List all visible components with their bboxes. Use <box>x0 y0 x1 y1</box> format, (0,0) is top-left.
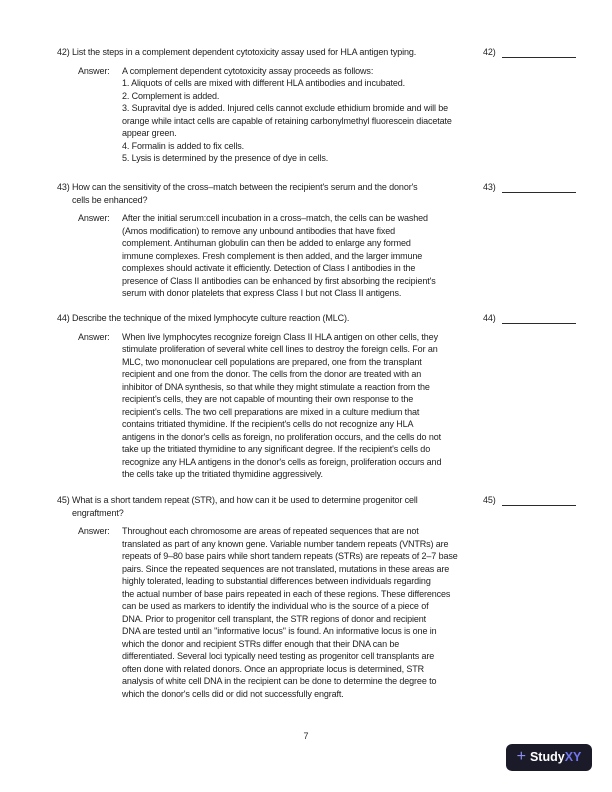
answer-blank-line[interactable] <box>502 181 576 193</box>
answer-line: 1. Aliquots of cells are mixed with different HLA antibodies and incubated. <box>122 78 406 88</box>
question-number: 43) <box>57 182 70 192</box>
answer-line: 4. Formalin is added to fix cells. <box>122 140 244 151</box>
answer-line: complement. Antihuman globulin can then be added to enlarge any formed <box>122 238 411 248</box>
plus-icon: + <box>516 747 526 765</box>
answer-label: Answer: <box>78 526 110 536</box>
answer-line: inhibitor of DNA synthesis, so that while they might stimulate a reaction from the <box>122 381 430 392</box>
answer-line: Throughout each chromosome are areas of repeated sequences that are not <box>122 526 419 536</box>
question-number: 44) <box>57 313 70 323</box>
question-block-44 <box>0 312 612 481</box>
question-text: How can the sensitivity of the cross–match between the recipient's serum and the donor's <box>72 182 418 192</box>
answer-line: 3. Supravital dye is added. Injured cells cannot exclude ethidium bromide and will be <box>122 103 448 113</box>
brand-name-accent: XY <box>564 750 582 765</box>
answer-line: serum with donor platelets that express Class I but not Class II antigens. <box>122 288 402 298</box>
answer-blank-45 <box>483 494 576 507</box>
question-text: What is a short tandem repeat (STR), and how can it be used to determine progenitor cell <box>72 495 418 505</box>
answer-section <box>0 525 612 700</box>
question-line <box>0 181 612 194</box>
answer-line: After the initial serum:cell incubation in a cross–match, the cells can be washed <box>122 213 428 223</box>
answer-label: Answer: <box>78 331 110 342</box>
answer-line: often done with related donors. Once an appropriate locus is determined, STR <box>122 663 425 674</box>
answer-line: recipient and one from the donor. The cells from the donor are treated with an <box>122 369 422 379</box>
question-block-42 <box>0 46 612 165</box>
answer-blank-number: 44) <box>483 313 496 323</box>
answer-line: the cells take up the tritiated thymidine aggressively. <box>122 469 323 479</box>
page-number: 7 <box>303 731 309 741</box>
answer-body <box>122 65 482 165</box>
answer-line: which the donor and recipient STRs differ enough that their DNA can be <box>122 638 400 649</box>
answer-section <box>0 331 612 481</box>
answer-line: immune complexes. Fresh complement is then added, and the larger immune <box>122 250 423 261</box>
answer-line: contains tritiated thymidine. If the recipient's cells do not recognize any HLA <box>122 419 414 429</box>
answer-line: DNA are tested until an "informative locus" is found. An informative locus is one in <box>122 626 437 636</box>
question-line <box>0 494 612 507</box>
answer-blank-line[interactable] <box>502 46 576 58</box>
answer-line: repeats of 9–80 base pairs while short tandem repeats (STRs) are repeats of 2–7 base <box>122 551 458 561</box>
answer-line: appear green. <box>122 128 177 138</box>
answer-blank-42 <box>483 46 576 59</box>
answer-line: differentiated. Several loci typically need testing as progenitor cell transplants are <box>122 651 435 661</box>
question-number: 45) <box>57 495 70 505</box>
answer-line: which the donor's cells did or did not successfully engraft. <box>122 688 344 699</box>
answer-line: recipient's cells. The two cell preparations are mixed in a culture medium that <box>122 406 420 417</box>
answer-line: recipient's cells, they are not capable of mounting their own response to the <box>122 394 414 404</box>
answer-line: presence of Class II antibodies can be enhanced by first absorbing the recipient's <box>122 275 436 286</box>
answer-line: pairs. Since the repeated sequences are not translated, mutations in these areas are <box>122 563 450 574</box>
question-block-45 <box>0 494 612 700</box>
question-text: List the steps in a complement dependent cytotoxicity assay used for HLA antigen typing. <box>72 47 417 57</box>
question-line <box>0 46 612 59</box>
answer-line: MLC, two mononuclear cell populations are prepared, one from the transplant <box>122 356 422 367</box>
answer-line: A complement dependent cytotoxicity assay proceeds as follows: <box>122 65 374 76</box>
studyxy-logo[interactable] <box>506 744 592 771</box>
answer-line: the actual number of base pairs repeated in each of these regions. These differences <box>122 588 451 599</box>
answer-line: DNA. Prior to progenitor cell transplant, the STR regions of donor and recipient <box>122 613 427 624</box>
question-text: cells be enhanced? <box>72 194 148 205</box>
answer-section <box>0 212 612 300</box>
answer-line: can be used as markers to identify the individual who is the source of a piece of <box>122 601 429 611</box>
answer-line: recognize any HLA antigens in the donor's cells as foreign, proliferation occurs and <box>122 456 442 467</box>
question-text: engraftment? <box>72 507 124 518</box>
answer-body <box>122 525 612 700</box>
question-block-43 <box>0 181 612 300</box>
answer-label: Answer: <box>78 213 110 223</box>
answer-line: antigens in the donor's cells as foreign, no proliferation occurs, and the cells do not <box>122 431 441 442</box>
answer-line: orange while intact cells are capable of retaining carbonylmethyl fluorescein diacetate <box>122 115 452 126</box>
answer-line: 5. Lysis is determined by the presence of dye in cells. <box>122 153 329 163</box>
answer-body <box>122 212 612 300</box>
answer-line: translated as part of any known gene. Variable number tandem repeats (VNTRs) are <box>122 538 449 549</box>
answer-body <box>122 331 612 481</box>
answer-blank-number: 45) <box>483 495 496 505</box>
question-line <box>0 507 612 520</box>
answer-blank-43 <box>483 181 576 194</box>
answer-line: analysis of white cell DNA in the recipient can be done to determine the degree to <box>122 676 437 686</box>
answer-line: highly tolerated, leading to substantial differences between individuals regarding <box>122 576 431 586</box>
answer-label: Answer: <box>78 65 110 76</box>
answer-section <box>0 65 612 165</box>
question-number: 42) <box>57 47 70 57</box>
answer-line: take up the tritiated thymidine to any significant degree. If the recipient's cells do <box>122 444 431 454</box>
answer-blank-44 <box>483 312 576 325</box>
question-line <box>0 312 612 325</box>
question-text: Describe the technique of the mixed lymphocyte culture reaction (MLC). <box>72 313 350 323</box>
answer-blank-number: 42) <box>483 47 496 57</box>
answer-line: When live lymphocytes recognize foreign Class II HLA antigen on other cells, they <box>122 331 438 342</box>
question-line <box>0 194 612 207</box>
answer-blank-number: 43) <box>483 182 496 192</box>
answer-line: complexes should activate it efficiently. Detection of Class I antibodies in the <box>122 263 416 273</box>
brand-name-primary: Study <box>529 750 565 765</box>
answer-line: (Amos modification) to remove any unbound antibodies that have fixed <box>122 225 396 236</box>
answer-line: 2. Complement is added. <box>122 90 220 101</box>
answer-blank-line[interactable] <box>502 312 576 324</box>
answer-line: stimulate proliferation of several white cell lines to destroy the foreign cells. For an <box>122 344 438 354</box>
answer-blank-line[interactable] <box>502 494 576 506</box>
